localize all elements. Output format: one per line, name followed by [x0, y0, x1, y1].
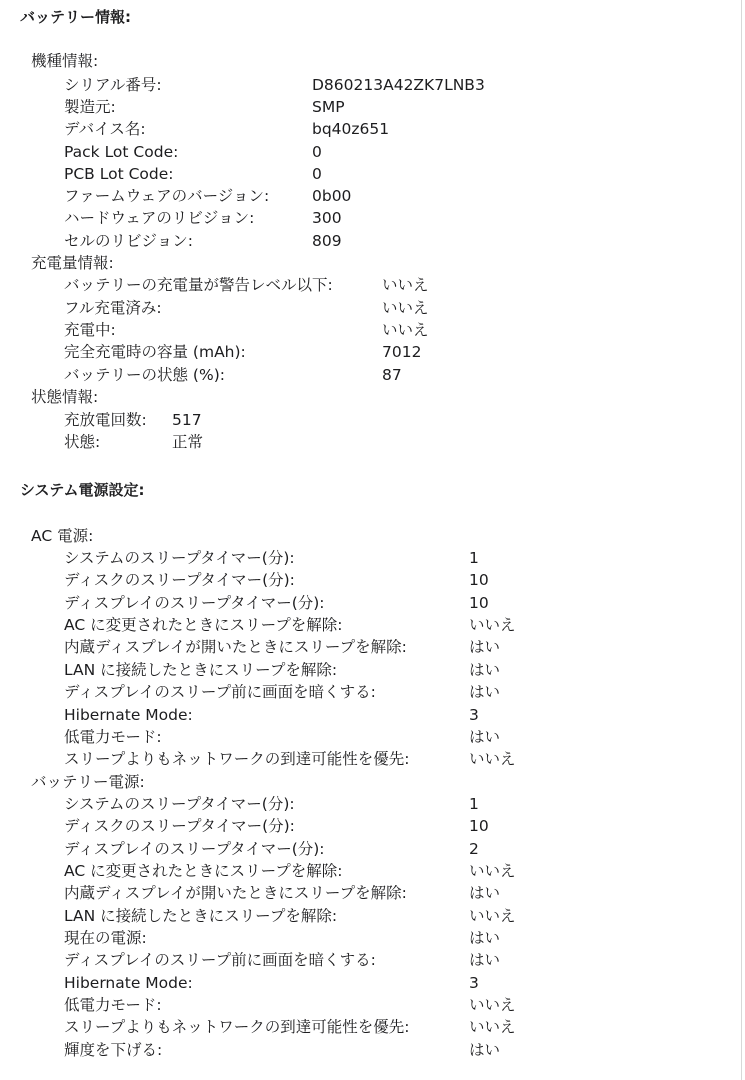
charge-info-group-title: 充電量情報: [31, 254, 114, 272]
row-value: はい [469, 929, 501, 947]
row-label: スリープよりもネットワークの到達可能性を優先: [64, 750, 410, 768]
row-value: 300 [312, 209, 342, 227]
row-label: ディスクのスリープタイマー(分): [64, 571, 295, 589]
row-label: ハードウェアのリビジョン: [64, 209, 255, 227]
row-label: セルのリビジョン: [64, 232, 193, 250]
row-value: 87 [382, 366, 402, 384]
row-label: ディスクのスリープタイマー(分): [64, 817, 295, 835]
row-value: はい [469, 884, 501, 902]
row-label: 完全充電時の容量 (mAh): [64, 343, 246, 361]
row-label: 低電力モード: [64, 996, 162, 1014]
row-label: ディスプレイのスリープ前に画面を暗くする: [64, 951, 376, 969]
row-value: 517 [172, 411, 202, 429]
power-settings-heading: システム電源設定: [20, 481, 145, 499]
row-value: いいえ [469, 862, 516, 880]
row-label: システムのスリープタイマー(分): [64, 549, 295, 567]
row-value: いいえ [382, 276, 429, 294]
row-value: 10 [469, 571, 489, 589]
battery-power-group-title: バッテリー電源: [31, 773, 145, 791]
row-value: 1 [469, 795, 479, 813]
row-label: AC に変更されたときにスリープを解除: [64, 616, 343, 634]
row-value: いいえ [469, 750, 516, 768]
row-label: Pack Lot Code: [64, 143, 179, 161]
row-value: 正常 [172, 433, 204, 451]
row-label: Hibernate Mode: [64, 706, 193, 724]
row-label: バッテリーの状態 (%): [64, 366, 225, 384]
row-value: はい [469, 1041, 501, 1059]
row-label: 低電力モード: [64, 728, 162, 746]
row-label: 輝度を下げる: [64, 1041, 163, 1059]
row-value: 3 [469, 974, 479, 992]
health-info-group-title: 状態情報: [31, 388, 99, 406]
ac-power-group-title: AC 電源: [31, 527, 94, 545]
row-value: いいえ [469, 1018, 516, 1036]
row-value: bq40z651 [312, 120, 390, 138]
row-label: ディスプレイのスリープ前に画面を暗くする: [64, 683, 376, 701]
row-value: 7012 [382, 343, 422, 361]
row-label: 充放電回数: [64, 411, 147, 429]
row-label: ディスプレイのスリープタイマー(分): [64, 840, 325, 858]
row-label: シリアル番号: [64, 76, 162, 94]
row-label: システムのスリープタイマー(分): [64, 795, 295, 813]
row-label: バッテリーの充電量が警告レベル以下: [64, 276, 333, 294]
row-value: 10 [469, 594, 489, 612]
row-label: 現在の電源: [64, 929, 147, 947]
row-value: いいえ [469, 907, 516, 925]
row-label: ファームウェアのバージョン: [64, 187, 270, 205]
model-info-group-title: 機種情報: [31, 52, 99, 70]
row-value: はい [469, 683, 501, 701]
row-value: 0 [312, 165, 322, 183]
row-value: はい [469, 728, 501, 746]
row-label: Hibernate Mode: [64, 974, 193, 992]
row-label: 内蔵ディスプレイが開いたときにスリープを解除: [64, 638, 407, 656]
row-value: 3 [469, 706, 479, 724]
row-value: 2 [469, 840, 479, 858]
row-label: PCB Lot Code: [64, 165, 174, 183]
row-value: いいえ [469, 616, 516, 634]
row-label: LAN に接続したときにスリープを解除: [64, 661, 338, 679]
row-value: はい [469, 638, 501, 656]
row-value: いいえ [382, 299, 429, 317]
row-value: 1 [469, 549, 479, 567]
row-label: ディスプレイのスリープタイマー(分): [64, 594, 325, 612]
row-value: 809 [312, 232, 342, 250]
row-value: SMP [312, 98, 345, 116]
row-value: 0 [312, 143, 322, 161]
row-label: 状態: [64, 433, 101, 451]
window-edge-divider [741, 0, 742, 1080]
row-value: はい [469, 661, 501, 679]
row-value: いいえ [382, 321, 429, 339]
row-label: フル充電済み: [64, 299, 162, 317]
row-label: 充電中: [64, 321, 116, 339]
row-value: はい [469, 951, 501, 969]
row-label: AC に変更されたときにスリープを解除: [64, 862, 343, 880]
row-value: 10 [469, 817, 489, 835]
row-value: 0b00 [312, 187, 352, 205]
row-label: 内蔵ディスプレイが開いたときにスリープを解除: [64, 884, 407, 902]
row-label: 製造元: [64, 98, 116, 116]
row-value: いいえ [469, 996, 516, 1014]
row-label: スリープよりもネットワークの到達可能性を優先: [64, 1018, 410, 1036]
battery-info-heading: バッテリー情報: [20, 8, 131, 26]
row-label: デバイス名: [64, 120, 146, 138]
row-value: D860213A42ZK7LNB3 [312, 76, 485, 94]
row-label: LAN に接続したときにスリープを解除: [64, 907, 338, 925]
